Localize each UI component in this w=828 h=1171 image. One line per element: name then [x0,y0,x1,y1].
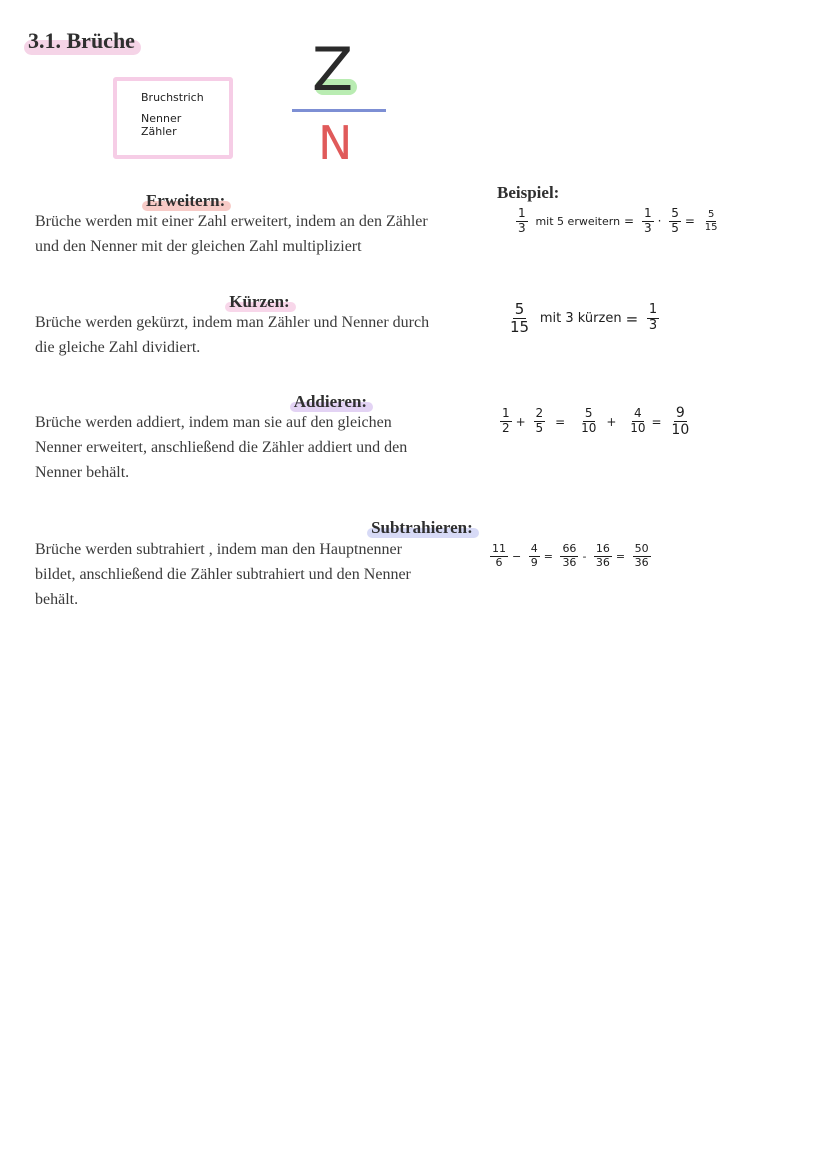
legend-box [113,77,233,159]
fraction: $\frac{66}{36}$ [562,542,577,569]
fraction: $\frac{4}{10}$ [630,406,646,436]
text-line: Brüche werden mit einer Zahl erweitert, indem an den Zähler [35,213,428,230]
denominator-symbol: N [318,116,353,170]
fraction: $\frac{5}{10}$ [581,406,597,436]
legend-item-nenner: Nenner [141,112,182,125]
section-heading-addieren: Addieren: [293,392,368,411]
text-line: bildet, anschließend die Zähler subtrahiert und den Nenner [35,566,411,583]
fraction: $\frac{5}{15}$ [704,209,718,233]
section-heading-kuerzen: Kürzen: [229,292,290,311]
fraction: $\frac{9}{10}$ [671,405,690,439]
legend-item-zaehler: Zähler [141,125,177,138]
fraction: $\frac{2}{5}$ [535,406,544,436]
fraction: $\frac{11}{6}$ [492,542,506,569]
text-line: und den Nenner mit der gleichen Zahl multipliziert [35,238,362,255]
text-line: Brüche werden gekürzt, indem man Zähler und Nenner durch [35,314,430,331]
text-line: behält. [35,591,79,608]
text-line: die gleiche Zahl dividiert. [35,339,201,356]
fraction: $\frac{1}{2}$ [502,406,510,436]
fraction: $\frac{4}{9}$ [530,542,538,569]
example-subtrahieren: $\frac{11}{6}$ − $\frac{4}{9}$ = $\frac{66}{36}$ - $\frac{16}{36}$ = $\frac{50}{36}$ [492,542,649,569]
numerator-symbol: Z [312,35,354,105]
fraction: $\frac{1}{3}$ [648,302,658,334]
example-kuerzen: $\frac{5}{15}$ mit 3 kürzen = $\frac{1}{3}$ [510,300,658,337]
example-text: mit 3 kürzen [539,311,622,327]
section-text-addieren [35,410,505,485]
fraction: $\frac{5}{15}$ [510,300,530,337]
example-text: mit 5 erweitern [535,214,621,228]
fraction: $\frac{50}{36}$ [634,542,649,569]
example-heading: Beispiel: [497,183,560,202]
page-title: 3.1. Brüche [28,28,135,53]
example-addieren: $\frac{1}{2}$ + $\frac{2}{5}$ = $\frac{5}{10}$ + $\frac{4}{10}$ = $\frac{9}{10}$ [502,405,690,439]
fraction: $\frac{1}{3}$ [518,206,526,235]
fraction: $\frac{1}{3}$ [643,206,652,235]
text-line: Brüche werden subtrahiert , indem man den Hauptnenner [35,541,402,558]
section-text-subtrahieren [35,537,505,612]
text-line: Nenner behält. [35,464,130,481]
text-line: Brüche werden addiert, indem man sie auf den gleichen [35,414,392,431]
fraction: $\frac{5}{5}$ [671,206,679,235]
example-erweitern: $\frac{1}{3}$ mit 5 erweitern = $\frac{1}{3}$ · $\frac{5}{5}$ = $\frac{5}{15}$ [518,206,718,235]
section-text-kuerzen [35,310,505,360]
legend-item-bruchstrich: Bruchstrich [141,91,204,104]
section-heading-erweitern: Erweitern: [145,191,226,210]
text-line: Nenner erweitert, anschließend die Zähler addiert und den [35,439,408,456]
section-heading-subtrahieren: Subtrahieren: [371,518,473,537]
fraction: $\frac{16}{36}$ [595,542,610,569]
section-text-erweitern [35,209,505,259]
fraction-bar [292,109,386,112]
